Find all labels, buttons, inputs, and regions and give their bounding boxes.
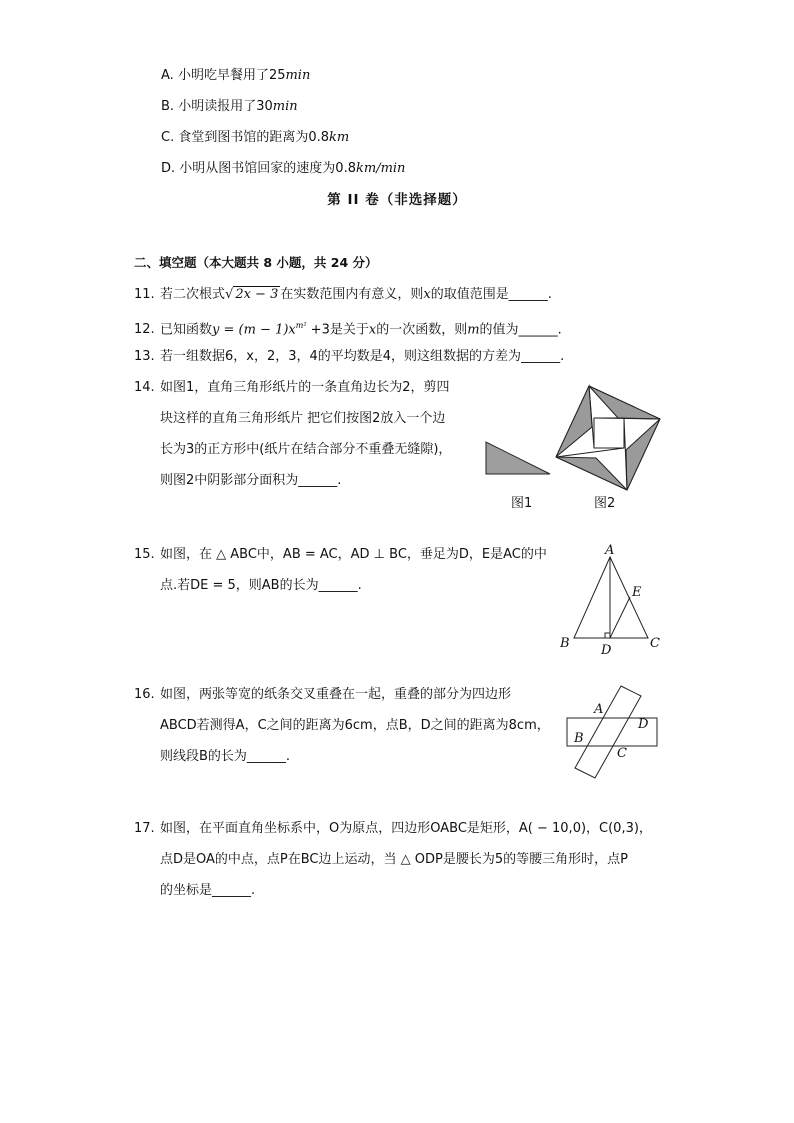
question-15-line-1 bbox=[134, 546, 547, 564]
q12-exponent: m² bbox=[295, 321, 307, 330]
q17-line3: 的坐标是 bbox=[160, 883, 213, 898]
question-14-line-3: 长为3的正方形中(纸片在结合部分不重叠无缝隙)， bbox=[160, 442, 452, 457]
q11-text-pre: 若二次根式 bbox=[160, 287, 226, 302]
answer-blank: ______ bbox=[518, 322, 558, 338]
label-c: C bbox=[617, 746, 627, 761]
option-c-text: 食堂到图书馆的距离为0.8 bbox=[178, 130, 330, 145]
section-title: 第 II 卷（非选择题） bbox=[327, 192, 467, 208]
radicand: 2x − 3 bbox=[235, 287, 279, 302]
slanted-strip bbox=[575, 686, 641, 778]
option-d-text: 小明从图书馆回家的速度为0.8 bbox=[179, 161, 356, 176]
option-d-label: D. bbox=[161, 161, 176, 176]
q11-end: . bbox=[547, 287, 552, 302]
q17-line1: 如图，在平面直角坐标系中，O为原点，四边形OABC是矩形，A( − 10,0)，C(0,3)， bbox=[160, 821, 652, 836]
option-b-label: B. bbox=[161, 99, 175, 114]
question-13 bbox=[134, 348, 564, 366]
q12-text-mid2: 的一次函数，则 bbox=[376, 322, 468, 338]
label-b: B bbox=[574, 731, 584, 746]
right-triangle bbox=[486, 442, 550, 474]
option-d-unit: km/min bbox=[355, 161, 406, 176]
option-b-text: 小明读报用了30 bbox=[178, 99, 273, 114]
answer-blank: ______ bbox=[521, 349, 561, 364]
q16-line1: 如图，两张等宽的纸条交叉重叠在一起，重叠的部分为四边形 bbox=[160, 687, 512, 702]
label-b: B bbox=[560, 636, 570, 651]
question-14-line-1 bbox=[134, 379, 450, 397]
answer-blank: ______ bbox=[298, 473, 338, 488]
question-12 bbox=[134, 317, 562, 339]
question-number: 13. bbox=[134, 349, 155, 364]
section-heading: 二、填空题（本大题共 8 小题，共 24 分） bbox=[134, 255, 378, 270]
answer-blank: ______ bbox=[318, 578, 358, 593]
option-c bbox=[161, 129, 349, 147]
answer-blank: ______ bbox=[508, 287, 548, 302]
q17-end: . bbox=[251, 883, 256, 898]
q14-line4: 则图2中阴影部分面积为 bbox=[160, 473, 299, 488]
question-17-line-3 bbox=[160, 882, 255, 900]
q12-text-post: 的值为 bbox=[479, 322, 519, 338]
q15-line2: 点.若DE = 5，则AB的长为 bbox=[160, 578, 319, 593]
option-d bbox=[161, 160, 405, 178]
question-number: 16. bbox=[134, 687, 155, 702]
question-number: 17. bbox=[134, 821, 155, 836]
q15-end: . bbox=[357, 578, 362, 593]
q12-expr: y = (m − 1)x bbox=[212, 322, 296, 338]
q11-var: x bbox=[423, 287, 431, 302]
q11-text-mid: 在实数范围内有意义，则 bbox=[280, 287, 424, 302]
q12-var2: m bbox=[467, 322, 480, 338]
option-b-unit: min bbox=[272, 99, 298, 114]
question-number: 12. bbox=[134, 322, 155, 338]
q16-line3: 则线段B的长为 bbox=[160, 749, 247, 764]
label-a: A bbox=[605, 543, 615, 558]
question-17-line-1 bbox=[134, 820, 652, 838]
q12-var: x bbox=[368, 322, 377, 338]
figure-1-caption: 图1 bbox=[511, 496, 533, 511]
label-d: D bbox=[601, 643, 612, 658]
option-a bbox=[161, 67, 310, 85]
figure-2-pinwheel bbox=[556, 382, 666, 492]
question-15-line-2 bbox=[160, 577, 362, 595]
label-d: D bbox=[638, 717, 649, 732]
q16-end: . bbox=[285, 749, 291, 764]
option-c-unit: km bbox=[329, 130, 350, 145]
question-11 bbox=[134, 286, 552, 304]
question-17-line-2: 点D是OA的中点，点P在BC边上运动，当 △ ODP是腰长为5的等腰三角形时，点P bbox=[160, 852, 628, 867]
q13-end: . bbox=[560, 349, 565, 364]
answer-blank: ______ bbox=[246, 749, 286, 764]
q13-text: 若一组数据6，x，2，3，4的平均数是4，则这组数据的方差为 bbox=[160, 349, 522, 364]
question-14-line-4 bbox=[160, 472, 341, 490]
option-a-label: A. bbox=[161, 68, 174, 83]
q12-expr2: +3 bbox=[306, 322, 330, 338]
inner-square bbox=[594, 418, 624, 448]
question-16-line-2: ABCD若测得A，C之间的距离为6cm，点B，D之间的距离为8cm， bbox=[160, 718, 550, 733]
question-16-line-3 bbox=[160, 748, 290, 766]
q15-line1: 如图，在 △ ABC中，AB = AC，AD ⊥ BC，垂足为D，E是AC的中 bbox=[160, 547, 547, 562]
label-a: A bbox=[594, 702, 604, 717]
q14-end: . bbox=[337, 473, 342, 488]
segment-de bbox=[610, 597, 630, 638]
q12-end: . bbox=[557, 322, 562, 338]
label-c: C bbox=[650, 636, 660, 651]
q14-line1: 如图1，直角三角形纸片的一条直角边长为2，剪四 bbox=[160, 380, 450, 395]
question-number: 15. bbox=[134, 547, 155, 562]
option-a-unit: min bbox=[285, 68, 311, 83]
radical-sign: √ bbox=[225, 287, 234, 302]
figure-1-triangle bbox=[484, 440, 554, 480]
right-angle-mark bbox=[605, 633, 610, 638]
q11-text-post: 的取值范围是 bbox=[430, 287, 509, 302]
question-14-line-2: 块这样的直角三角形纸片 把它们按图2放入一个边 bbox=[160, 411, 446, 426]
question-16-line-1 bbox=[134, 686, 511, 704]
q12-text-pre: 已知函数 bbox=[160, 322, 213, 338]
option-a-text: 小明吃早餐用了25 bbox=[177, 68, 286, 83]
figure-2-caption: 图2 bbox=[594, 496, 616, 511]
q12-text-mid: 是关于 bbox=[329, 322, 369, 338]
label-e: E bbox=[632, 585, 642, 600]
answer-blank: ______ bbox=[212, 883, 252, 898]
question-number: 14. bbox=[134, 380, 155, 395]
question-number: 11. bbox=[134, 287, 155, 302]
option-b bbox=[161, 98, 298, 116]
option-c-label: C. bbox=[161, 130, 175, 145]
